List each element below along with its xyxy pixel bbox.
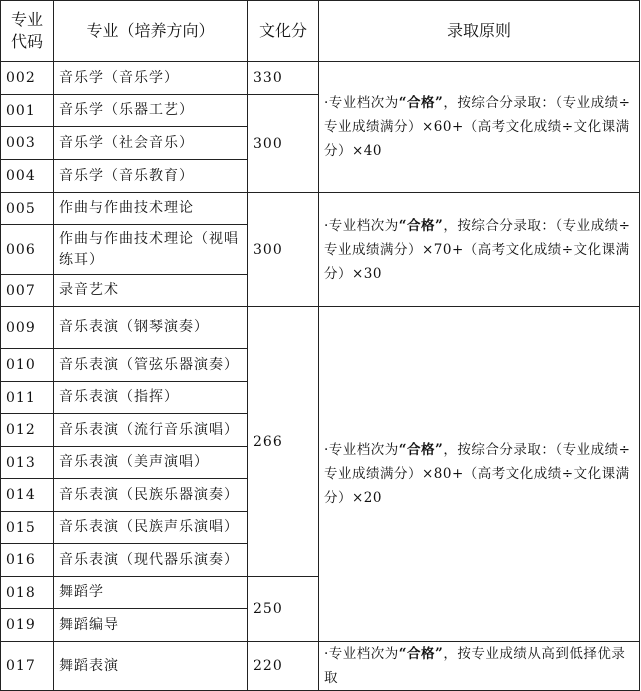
- major-name: 音乐学（乐器工艺）: [54, 95, 248, 127]
- major-name: 舞蹈表演: [54, 642, 248, 691]
- culture-score: 300: [248, 193, 319, 307]
- major-name: 音乐表演（民族声乐演唱）: [54, 512, 248, 544]
- major-name: 音乐表演（管弦乐器演奏）: [54, 349, 248, 382]
- major-code: 013: [1, 447, 54, 479]
- major-code: 003: [1, 127, 54, 160]
- header-code: 专业代码: [1, 1, 54, 62]
- culture-score: 300: [248, 95, 319, 193]
- header-score: 文化分: [248, 1, 319, 62]
- header-row: [1, 1, 640, 62]
- culture-score: 250: [248, 577, 319, 642]
- major-code: 004: [1, 160, 54, 193]
- major-name: 音乐表演（美声演唱）: [54, 447, 248, 479]
- major-code: 001: [1, 95, 54, 127]
- major-name: 音乐学（音乐教育）: [54, 160, 248, 193]
- major-name: 音乐表演（指挥）: [54, 382, 248, 414]
- major-name: 作曲与作曲技术理论（视唱练耳）: [54, 225, 248, 275]
- culture-score: 266: [248, 307, 319, 577]
- table-row: [1, 307, 640, 349]
- major-code: 011: [1, 382, 54, 414]
- major-name: 音乐学（社会音乐）: [54, 127, 248, 160]
- major-code: 007: [1, 275, 54, 307]
- table-row: [1, 642, 640, 691]
- table-row: [1, 62, 640, 95]
- major-code: 012: [1, 414, 54, 447]
- major-code: 006: [1, 225, 54, 275]
- table-row: [1, 193, 640, 225]
- major-code: 005: [1, 193, 54, 225]
- major-name: 音乐表演（民族乐器演奏）: [54, 479, 248, 512]
- header-rule: 录取原则: [319, 1, 640, 62]
- major-code: 016: [1, 544, 54, 577]
- major-code: 009: [1, 307, 54, 349]
- major-name: 作曲与作曲技术理论: [54, 193, 248, 225]
- major-code: 017: [1, 642, 54, 691]
- major-code: 002: [1, 62, 54, 95]
- major-code: 015: [1, 512, 54, 544]
- major-code: 014: [1, 479, 54, 512]
- admission-rule: ·专业档次为“合格”，按专业成绩从高到低择优录取: [319, 642, 640, 691]
- admission-rule: ·专业档次为“合格”，按综合分录取：（专业成绩÷专业成绩满分）×80+（高考文化成绩÷文化课满分）×20: [319, 307, 640, 642]
- major-name: 音乐表演（现代器乐演奏）: [54, 544, 248, 577]
- major-code: 010: [1, 349, 54, 382]
- major-name: 音乐学（音乐学）: [54, 62, 248, 95]
- major-code: 018: [1, 577, 54, 609]
- major-name: 舞蹈学: [54, 577, 248, 609]
- major-code: 019: [1, 609, 54, 642]
- header-major: 专业（培养方向）: [54, 1, 248, 62]
- major-name: 音乐表演（钢琴演奏）: [54, 307, 248, 349]
- major-name: 录音艺术: [54, 275, 248, 307]
- culture-score: 330: [248, 62, 319, 95]
- culture-score: 220: [248, 642, 319, 691]
- major-name: 舞蹈编导: [54, 609, 248, 642]
- admission-rule: ·专业档次为“合格”，按综合分录取：（专业成绩÷专业成绩满分）×60+（高考文化成绩÷文化课满分）×40: [319, 62, 640, 193]
- admission-rule: ·专业档次为“合格”，按综合分录取：（专业成绩÷专业成绩满分）×70+（高考文化成绩÷文化课满分）×30: [319, 193, 640, 307]
- major-name: 音乐表演（流行音乐演唱）: [54, 414, 248, 447]
